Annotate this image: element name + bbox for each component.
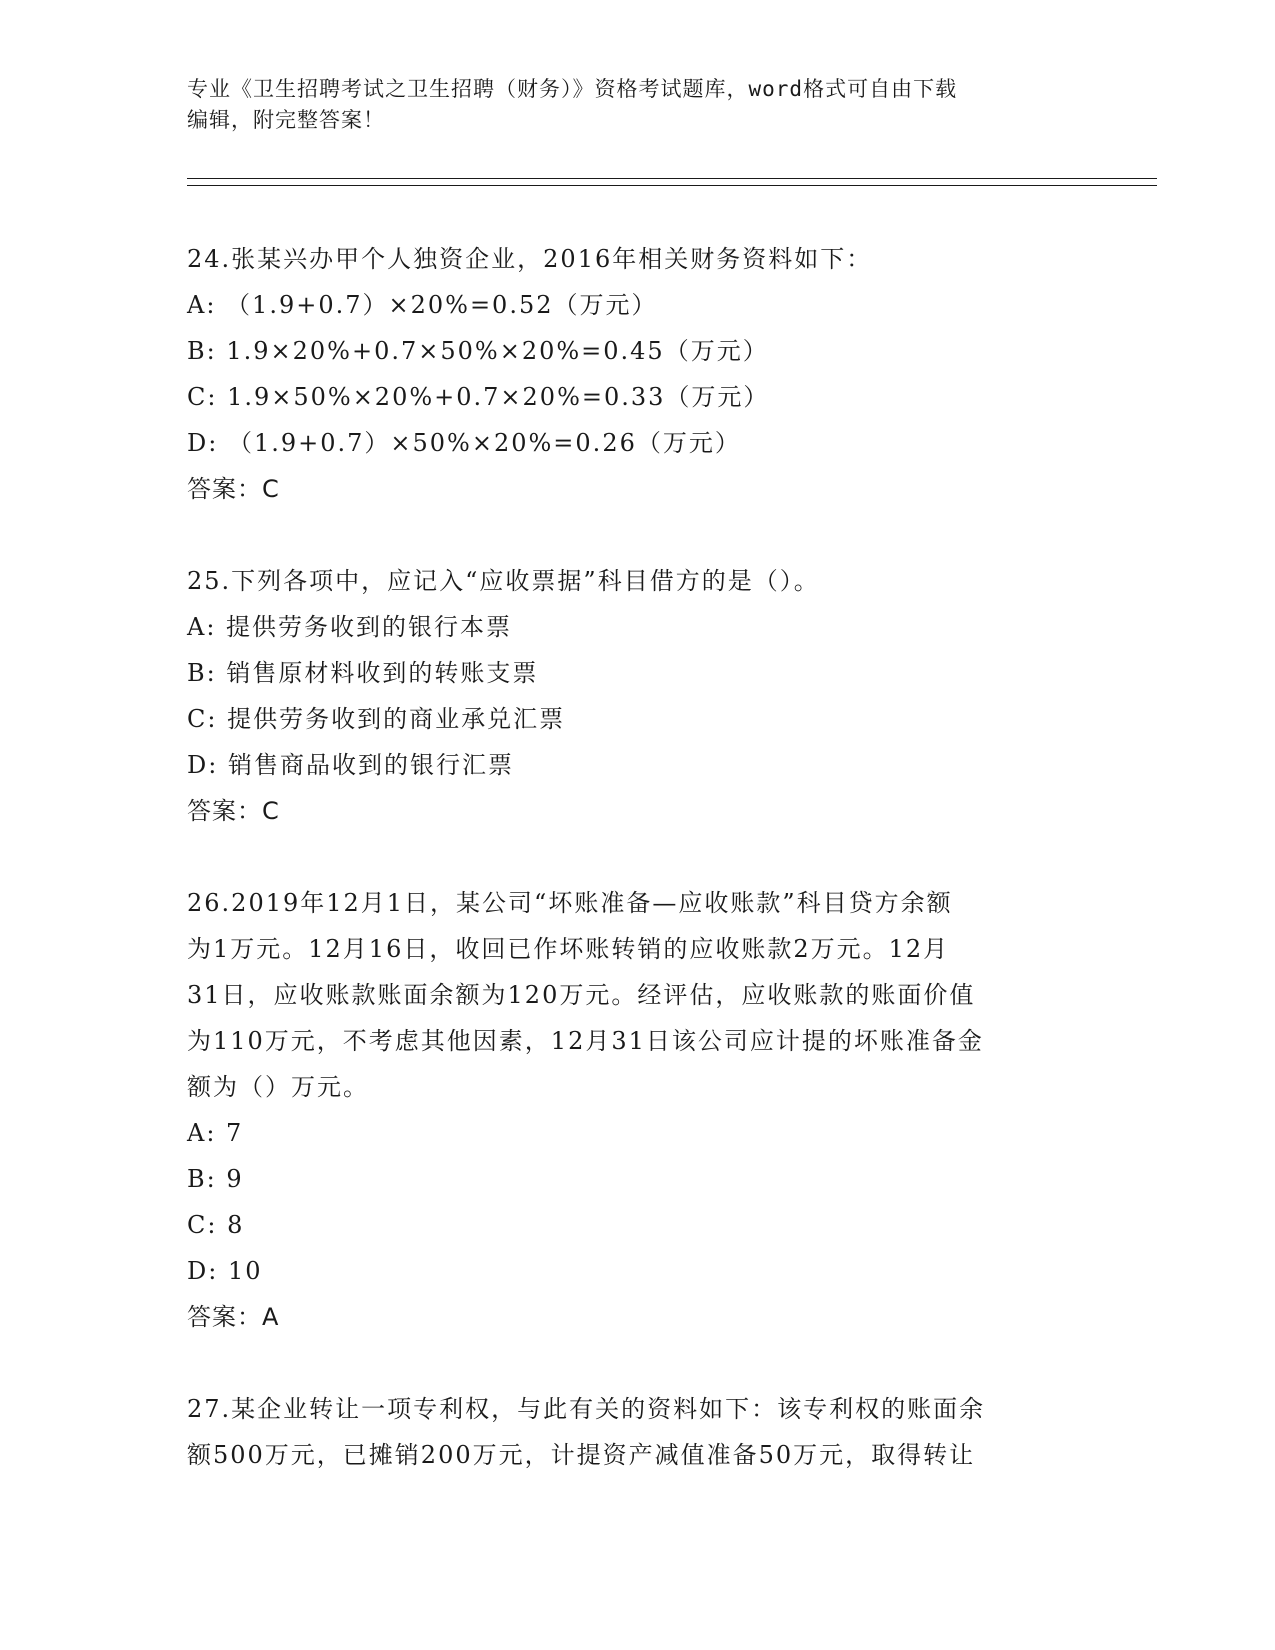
header-line: 编辑，附完整答案！ <box>187 108 385 132</box>
question-stem: 25.下列各项中，应记入“应收票据”科目借方的是（）。 <box>187 567 820 595</box>
question-stem-line: 额500万元，已摊销200万元，计提资产减值准备50万元，取得转让 <box>187 1441 976 1469</box>
question-stem-line: 为110万元，不考虑其他因素，12月31日该公司应计提的坏账准备金 <box>187 1027 984 1055</box>
question-26 <box>187 880 1087 1340</box>
header-divider <box>187 178 1157 186</box>
question-list <box>187 236 1087 1524</box>
question-stem-line: 31日，应收账款账面余额为120万元。经评估，应收账款的账面价值 <box>187 981 976 1009</box>
option-c: C: 8 <box>187 1211 245 1239</box>
option-c: C: 1.9×50%×20%+0.7×20%=0.33（万元） <box>187 383 770 411</box>
option-d: D: （1.9+0.7）×50%×20%=0.26（万元） <box>187 429 741 457</box>
question-25 <box>187 558 1087 834</box>
option-a: A: 提供劳务收到的银行本票 <box>187 613 513 641</box>
document-header <box>187 74 1087 136</box>
option-d: D: 10 <box>187 1257 263 1285</box>
answer-line: 答案：A <box>187 1303 280 1331</box>
answer-line: 答案：C <box>187 475 280 503</box>
option-b: B: 9 <box>187 1165 244 1193</box>
question-stem-line: 为1万元。12月16日，收回已作坏账转销的应收账款2万元。12月 <box>187 935 950 963</box>
option-b: B: 1.9×20%+0.7×50%×20%=0.45（万元） <box>187 337 769 365</box>
option-a: A: （1.9+0.7）×20%=0.52（万元） <box>187 291 658 319</box>
option-b: B: 销售原材料收到的转账支票 <box>187 659 539 687</box>
answer-line: 答案：C <box>187 797 280 825</box>
question-stem: 24.张某兴办甲个人独资企业，2016年相关财务资料如下： <box>187 245 873 273</box>
option-d: D: 销售商品收到的银行汇票 <box>187 751 514 779</box>
question-27 <box>187 1386 1087 1478</box>
question-stem-line: 26.2019年12月1日，某公司“坏账准备—应收账款”科目贷方余额 <box>187 889 953 917</box>
option-a: A: 7 <box>187 1119 244 1147</box>
question-stem-line: 额为（）万元。 <box>187 1073 369 1101</box>
header-line: 专业《卫生招聘考试之卫生招聘（财务）》资格考试题库，word格式可自由下载 <box>187 77 958 101</box>
option-c: C: 提供劳务收到的商业承兑汇票 <box>187 705 566 733</box>
question-stem-line: 27.某企业转让一项专利权，与此有关的资料如下：该专利权的账面余 <box>187 1395 986 1423</box>
question-24 <box>187 236 1087 512</box>
